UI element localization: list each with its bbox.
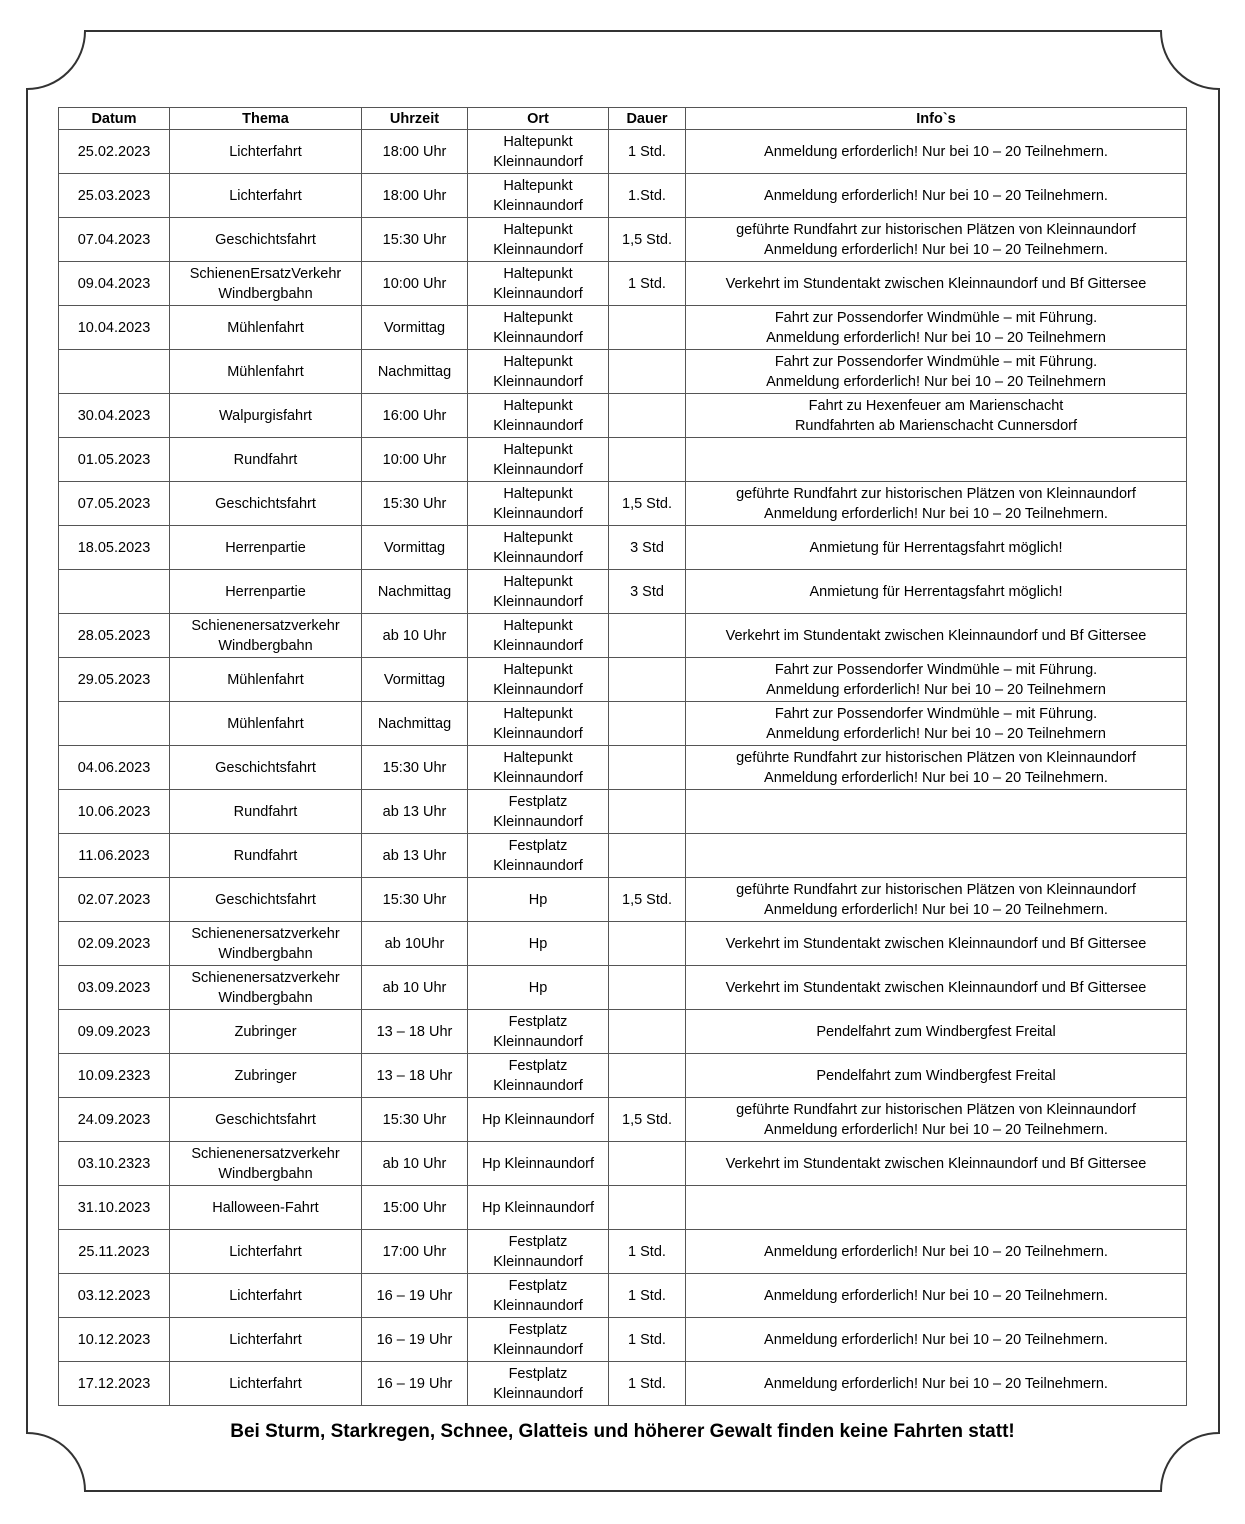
cell-uhrzeit: Nachmittag — [362, 350, 468, 394]
table-row — [59, 306, 1187, 350]
cell-ort: Haltepunkt Kleinnaundorf — [468, 614, 609, 658]
cell-thema: Rundfahrt — [170, 834, 362, 878]
cell-uhrzeit: Nachmittag — [362, 702, 468, 746]
cell-datum: 02.09.2023 — [59, 922, 170, 966]
cell-datum: 10.04.2023 — [59, 306, 170, 350]
cell-thema: Lichterfahrt — [170, 1318, 362, 1362]
cell-uhrzeit: ab 10 Uhr — [362, 966, 468, 1010]
column-header-dauer: Dauer — [609, 108, 686, 130]
cell-dauer — [609, 658, 686, 702]
cell-infos: Pendelfahrt zum Windbergfest Freital — [686, 1054, 1187, 1098]
cell-uhrzeit: ab 10 Uhr — [362, 614, 468, 658]
cell-thema: Mühlenfahrt — [170, 658, 362, 702]
cell-thema: Zubringer — [170, 1010, 362, 1054]
cell-infos: Anmeldung erforderlich! Nur bei 10 – 20 Teilnehmern. — [686, 1362, 1187, 1406]
cell-datum: 01.05.2023 — [59, 438, 170, 482]
cell-infos: geführte Rundfahrt zur historischen Plätzen von Kleinnaundorf Anmeldung erforderlich! Nur bei 10 – 20 Teilnehmern. — [686, 218, 1187, 262]
cell-infos: Anmeldung erforderlich! Nur bei 10 – 20 Teilnehmern. — [686, 1318, 1187, 1362]
cell-infos: Verkehrt im Stundentakt zwischen Kleinnaundorf und Bf Gittersee — [686, 262, 1187, 306]
cell-infos: Anmeldung erforderlich! Nur bei 10 – 20 Teilnehmern. — [686, 174, 1187, 218]
table-row — [59, 1010, 1187, 1054]
cell-dauer — [609, 350, 686, 394]
cell-dauer: 1 Std. — [609, 130, 686, 174]
table-row — [59, 922, 1187, 966]
cell-thema: Halloween-Fahrt — [170, 1186, 362, 1230]
cell-uhrzeit: 16 – 19 Uhr — [362, 1274, 468, 1318]
cell-infos: Pendelfahrt zum Windbergfest Freital — [686, 1010, 1187, 1054]
cell-datum: 02.07.2023 — [59, 878, 170, 922]
cell-thema: Geschichtsfahrt — [170, 218, 362, 262]
cell-dauer: 1 Std. — [609, 262, 686, 306]
table-row — [59, 1362, 1187, 1406]
event-schedule-table — [58, 107, 1187, 1406]
cell-dauer — [609, 746, 686, 790]
cell-datum: 03.09.2023 — [59, 966, 170, 1010]
cell-dauer: 1,5 Std. — [609, 218, 686, 262]
cell-ort: Festplatz Kleinnaundorf — [468, 1362, 609, 1406]
cell-dauer: 3 Std — [609, 570, 686, 614]
table-row — [59, 834, 1187, 878]
cell-ort: Haltepunkt Kleinnaundorf — [468, 438, 609, 482]
table-row — [59, 878, 1187, 922]
weather-disclaimer: Bei Sturm, Starkregen, Schnee, Glatteis und höherer Gewalt finden keine Fahrten statt! — [230, 1421, 1015, 1442]
cell-infos: Verkehrt im Stundentakt zwischen Kleinnaundorf und Bf Gittersee — [686, 966, 1187, 1010]
cell-ort: Haltepunkt Kleinnaundorf — [468, 570, 609, 614]
cell-thema: Schienenersatzverkehr Windbergbahn — [170, 614, 362, 658]
table-row — [59, 526, 1187, 570]
table-row — [59, 1186, 1187, 1230]
cell-uhrzeit: ab 13 Uhr — [362, 834, 468, 878]
cell-uhrzeit: Vormittag — [362, 306, 468, 350]
cell-dauer — [609, 966, 686, 1010]
cell-ort: Festplatz Kleinnaundorf — [468, 1318, 609, 1362]
cell-uhrzeit: 13 – 18 Uhr — [362, 1054, 468, 1098]
table-row — [59, 702, 1187, 746]
cell-datum: 11.06.2023 — [59, 834, 170, 878]
cell-uhrzeit: 10:00 Uhr — [362, 262, 468, 306]
column-header-thema: Thema — [170, 108, 362, 130]
cell-datum: 10.12.2023 — [59, 1318, 170, 1362]
cell-thema: Walpurgisfahrt — [170, 394, 362, 438]
cell-infos: Verkehrt im Stundentakt zwischen Kleinnaundorf und Bf Gittersee — [686, 1142, 1187, 1186]
cell-thema: Geschichtsfahrt — [170, 878, 362, 922]
table-row — [59, 966, 1187, 1010]
cell-infos — [686, 1186, 1187, 1230]
cell-datum: 30.04.2023 — [59, 394, 170, 438]
cell-dauer — [609, 394, 686, 438]
cell-infos — [686, 790, 1187, 834]
cell-datum: 09.09.2023 — [59, 1010, 170, 1054]
cell-datum — [59, 350, 170, 394]
cell-thema: Schienenersatzverkehr Windbergbahn — [170, 922, 362, 966]
cell-thema: Mühlenfahrt — [170, 306, 362, 350]
cell-datum: 07.04.2023 — [59, 218, 170, 262]
cell-datum — [59, 570, 170, 614]
cell-uhrzeit: 15:00 Uhr — [362, 1186, 468, 1230]
cell-thema: Lichterfahrt — [170, 1230, 362, 1274]
cell-thema: Zubringer — [170, 1054, 362, 1098]
cell-ort: Haltepunkt Kleinnaundorf — [468, 658, 609, 702]
table-row — [59, 1054, 1187, 1098]
cell-dauer — [609, 702, 686, 746]
cell-datum: 09.04.2023 — [59, 262, 170, 306]
cell-infos: Anmietung für Herrentagsfahrt möglich! — [686, 526, 1187, 570]
cell-infos: Fahrt zur Possendorfer Windmühle – mit Führung. Anmeldung erforderlich! Nur bei 10 – 20 Teilnehmern — [686, 306, 1187, 350]
cell-uhrzeit: 15:30 Uhr — [362, 482, 468, 526]
table-row — [59, 438, 1187, 482]
cell-datum: 25.02.2023 — [59, 130, 170, 174]
table-row — [59, 218, 1187, 262]
cell-thema: Herrenpartie — [170, 570, 362, 614]
cell-thema: Geschichtsfahrt — [170, 746, 362, 790]
cell-infos: Verkehrt im Stundentakt zwischen Kleinnaundorf und Bf Gittersee — [686, 614, 1187, 658]
cell-uhrzeit: 15:30 Uhr — [362, 1098, 468, 1142]
table-row — [59, 130, 1187, 174]
cell-ort: Festplatz Kleinnaundorf — [468, 834, 609, 878]
cell-infos — [686, 834, 1187, 878]
cell-uhrzeit: ab 10Uhr — [362, 922, 468, 966]
table-row — [59, 482, 1187, 526]
table-row — [59, 1274, 1187, 1318]
table-row — [59, 262, 1187, 306]
cell-dauer — [609, 1186, 686, 1230]
column-header-infos: Info`s — [686, 108, 1187, 130]
table-row — [59, 1318, 1187, 1362]
table-row — [59, 746, 1187, 790]
table-header — [59, 108, 1187, 130]
table-row — [59, 394, 1187, 438]
table-row — [59, 1230, 1187, 1274]
table-row — [59, 658, 1187, 702]
cell-infos: Fahrt zur Possendorfer Windmühle – mit Führung. Anmeldung erforderlich! Nur bei 10 – 20 Teilnehmern — [686, 658, 1187, 702]
cell-ort: Haltepunkt Kleinnaundorf — [468, 130, 609, 174]
cell-datum: 25.03.2023 — [59, 174, 170, 218]
cell-thema: Geschichtsfahrt — [170, 1098, 362, 1142]
cell-thema: Geschichtsfahrt — [170, 482, 362, 526]
cell-ort: Haltepunkt Kleinnaundorf — [468, 218, 609, 262]
table-row — [59, 350, 1187, 394]
table-row — [59, 614, 1187, 658]
cell-dauer: 1,5 Std. — [609, 482, 686, 526]
cell-ort: Festplatz Kleinnaundorf — [468, 1274, 609, 1318]
cell-uhrzeit: 15:30 Uhr — [362, 218, 468, 262]
table-row — [59, 1098, 1187, 1142]
cell-infos: geführte Rundfahrt zur historischen Plätzen von Kleinnaundorf Anmeldung erforderlich! Nur bei 10 – 20 Teilnehmern. — [686, 746, 1187, 790]
cell-ort: Hp Kleinnaundorf — [468, 1186, 609, 1230]
cell-thema: Schienenersatzverkehr Windbergbahn — [170, 966, 362, 1010]
cell-thema: Mühlenfahrt — [170, 702, 362, 746]
cell-datum: 29.05.2023 — [59, 658, 170, 702]
cell-datum: 10.09.2323 — [59, 1054, 170, 1098]
cell-uhrzeit: 16 – 19 Uhr — [362, 1362, 468, 1406]
cell-thema: Schienenersatzverkehr Windbergbahn — [170, 1142, 362, 1186]
table-row — [59, 570, 1187, 614]
cell-ort: Festplatz Kleinnaundorf — [468, 1230, 609, 1274]
cell-thema: Lichterfahrt — [170, 174, 362, 218]
cell-infos: Fahrt zur Possendorfer Windmühle – mit Führung. Anmeldung erforderlich! Nur bei 10 – 20 Teilnehmern — [686, 350, 1187, 394]
cell-uhrzeit: 17:00 Uhr — [362, 1230, 468, 1274]
cell-dauer: 1,5 Std. — [609, 878, 686, 922]
cell-ort: Hp — [468, 966, 609, 1010]
column-header-ort: Ort — [468, 108, 609, 130]
cell-infos: Anmietung für Herrentagsfahrt möglich! — [686, 570, 1187, 614]
cell-dauer: 1 Std. — [609, 1274, 686, 1318]
cell-datum: 18.05.2023 — [59, 526, 170, 570]
cell-thema: Herrenpartie — [170, 526, 362, 570]
cell-thema: Lichterfahrt — [170, 130, 362, 174]
cell-infos: geführte Rundfahrt zur historischen Plätzen von Kleinnaundorf Anmeldung erforderlich! Nur bei 10 – 20 Teilnehmern. — [686, 878, 1187, 922]
cell-dauer: 1.Std. — [609, 174, 686, 218]
cell-thema: SchienenErsatzVerkehr Windbergbahn — [170, 262, 362, 306]
cell-datum: 28.05.2023 — [59, 614, 170, 658]
cell-datum — [59, 702, 170, 746]
cell-infos: Verkehrt im Stundentakt zwischen Kleinnaundorf und Bf Gittersee — [686, 922, 1187, 966]
cell-ort: Festplatz Kleinnaundorf — [468, 1054, 609, 1098]
cell-uhrzeit: 16 – 19 Uhr — [362, 1318, 468, 1362]
cell-dauer — [609, 790, 686, 834]
cell-dauer: 1,5 Std. — [609, 1098, 686, 1142]
cell-datum: 10.06.2023 — [59, 790, 170, 834]
table-body — [59, 130, 1187, 1406]
cell-ort: Festplatz Kleinnaundorf — [468, 1010, 609, 1054]
cell-ort: Haltepunkt Kleinnaundorf — [468, 394, 609, 438]
cell-ort: Haltepunkt Kleinnaundorf — [468, 702, 609, 746]
cell-infos: Anmeldung erforderlich! Nur bei 10 – 20 Teilnehmern. — [686, 130, 1187, 174]
cell-uhrzeit: 13 – 18 Uhr — [362, 1010, 468, 1054]
cell-datum: 24.09.2023 — [59, 1098, 170, 1142]
cell-dauer: 1 Std. — [609, 1362, 686, 1406]
cell-ort: Hp Kleinnaundorf — [468, 1098, 609, 1142]
cell-infos — [686, 438, 1187, 482]
cell-uhrzeit: ab 10 Uhr — [362, 1142, 468, 1186]
cell-ort: Haltepunkt Kleinnaundorf — [468, 262, 609, 306]
cell-ort: Haltepunkt Kleinnaundorf — [468, 306, 609, 350]
header-row — [59, 108, 1187, 130]
cell-dauer — [609, 438, 686, 482]
cell-ort: Haltepunkt Kleinnaundorf — [468, 350, 609, 394]
cell-ort: Hp Kleinnaundorf — [468, 1142, 609, 1186]
cell-infos: Fahrt zu Hexenfeuer am Marienschacht Rundfahrten ab Marienschacht Cunnersdorf — [686, 394, 1187, 438]
cell-datum: 04.06.2023 — [59, 746, 170, 790]
cell-ort: Haltepunkt Kleinnaundorf — [468, 482, 609, 526]
cell-infos: Anmeldung erforderlich! Nur bei 10 – 20 Teilnehmern. — [686, 1230, 1187, 1274]
cell-datum: 17.12.2023 — [59, 1362, 170, 1406]
cell-uhrzeit: 16:00 Uhr — [362, 394, 468, 438]
cell-uhrzeit: 18:00 Uhr — [362, 130, 468, 174]
cell-infos: geführte Rundfahrt zur historischen Plätzen von Kleinnaundorf Anmeldung erforderlich! Nur bei 10 – 20 Teilnehmern. — [686, 1098, 1187, 1142]
cell-dauer — [609, 306, 686, 350]
cell-dauer: 1 Std. — [609, 1318, 686, 1362]
cell-thema: Lichterfahrt — [170, 1362, 362, 1406]
cell-uhrzeit: 18:00 Uhr — [362, 174, 468, 218]
cell-thema: Rundfahrt — [170, 790, 362, 834]
cell-ort: Haltepunkt Kleinnaundorf — [468, 746, 609, 790]
cell-uhrzeit: Vormittag — [362, 526, 468, 570]
cell-dauer — [609, 1010, 686, 1054]
cell-ort: Festplatz Kleinnaundorf — [468, 790, 609, 834]
cell-dauer: 1 Std. — [609, 1230, 686, 1274]
column-header-uhrzeit: Uhrzeit — [362, 108, 468, 130]
cell-datum: 03.12.2023 — [59, 1274, 170, 1318]
cell-thema: Lichterfahrt — [170, 1274, 362, 1318]
table-row — [59, 174, 1187, 218]
cell-ort: Hp — [468, 922, 609, 966]
cell-datum: 25.11.2023 — [59, 1230, 170, 1274]
cell-infos: geführte Rundfahrt zur historischen Plätzen von Kleinnaundorf Anmeldung erforderlich! Nur bei 10 – 20 Teilnehmern. — [686, 482, 1187, 526]
cell-thema: Mühlenfahrt — [170, 350, 362, 394]
cell-uhrzeit: Vormittag — [362, 658, 468, 702]
cell-thema: Rundfahrt — [170, 438, 362, 482]
cell-uhrzeit: 15:30 Uhr — [362, 878, 468, 922]
cell-infos: Anmeldung erforderlich! Nur bei 10 – 20 Teilnehmern. — [686, 1274, 1187, 1318]
cell-dauer — [609, 1142, 686, 1186]
cell-uhrzeit: Nachmittag — [362, 570, 468, 614]
table-row — [59, 790, 1187, 834]
cell-ort: Haltepunkt Kleinnaundorf — [468, 174, 609, 218]
table-row — [59, 1142, 1187, 1186]
cell-datum: 03.10.2323 — [59, 1142, 170, 1186]
cell-uhrzeit: 15:30 Uhr — [362, 746, 468, 790]
cell-uhrzeit: 10:00 Uhr — [362, 438, 468, 482]
cell-uhrzeit: ab 13 Uhr — [362, 790, 468, 834]
cell-datum: 31.10.2023 — [59, 1186, 170, 1230]
cell-dauer — [609, 1054, 686, 1098]
cell-dauer — [609, 834, 686, 878]
cell-dauer — [609, 922, 686, 966]
column-header-datum: Datum — [59, 108, 170, 130]
cell-infos: Fahrt zur Possendorfer Windmühle – mit Führung. Anmeldung erforderlich! Nur bei 10 – 20 Teilnehmern — [686, 702, 1187, 746]
cell-datum: 07.05.2023 — [59, 482, 170, 526]
cell-ort: Haltepunkt Kleinnaundorf — [468, 526, 609, 570]
cell-ort: Hp — [468, 878, 609, 922]
cell-dauer: 3 Std — [609, 526, 686, 570]
cell-dauer — [609, 614, 686, 658]
